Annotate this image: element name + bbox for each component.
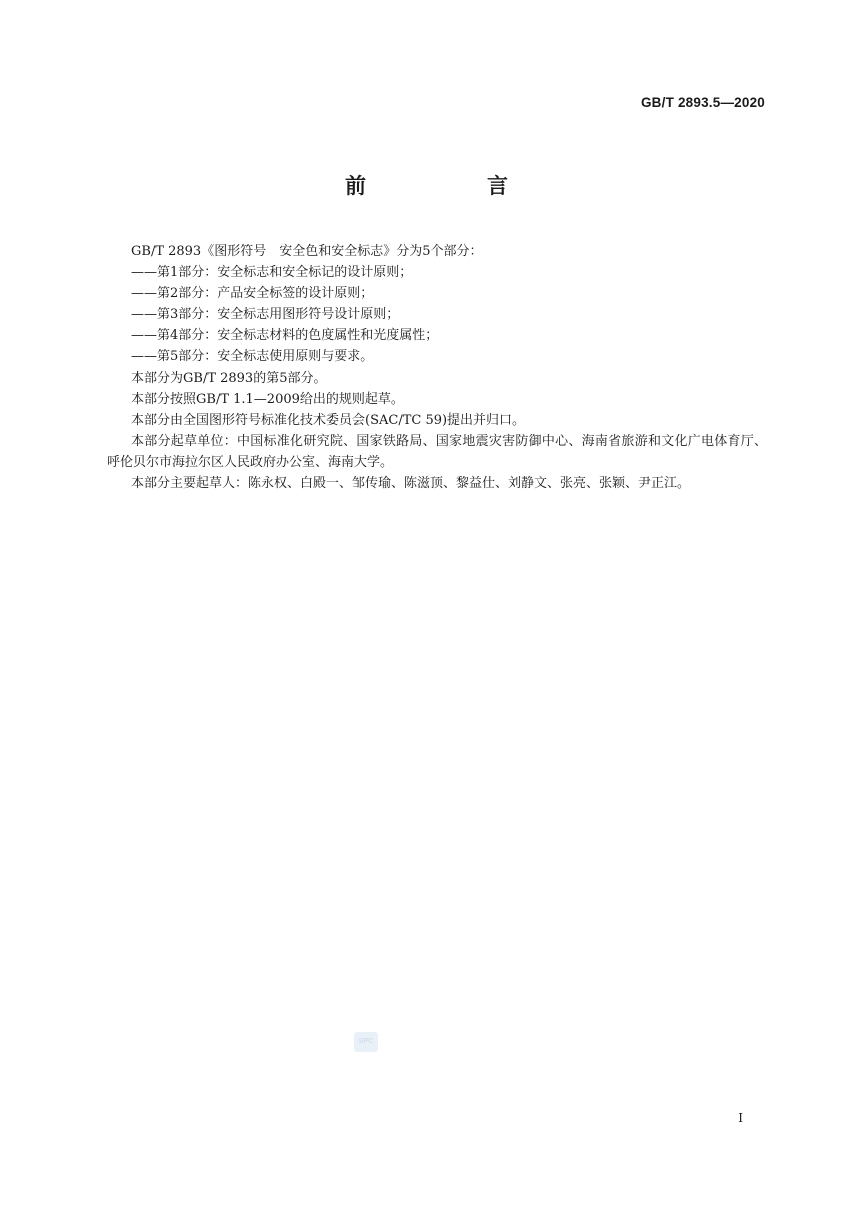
intro-paragraph: GB/T 2893《图形符号 安全色和安全标志》分为5个部分： xyxy=(131,244,483,259)
drafting-rules-statement: 本部分按照GB/T 1.1—2009给出的规则起草。 xyxy=(131,391,404,407)
drafting-units-paragraph: 本部分起草单位：中国标准化研究院、国家铁路局、国家地震灾害防御中心、海南省旅游和文化广电体育厅、呼伦贝尔市海拉尔区人民政府办公室、海南大学。 xyxy=(107,433,767,470)
watermark-logo: SPC xyxy=(354,1032,378,1052)
part-statement: 本部分为GB/T 2893的第5部分。 xyxy=(131,370,327,386)
part-list-item-1: ——第1部分：安全标志和安全标记的设计原则； xyxy=(131,265,413,281)
drafters-paragraph: 本部分主要起草人：陈永权、白殿一、邹传瑜、陈滋顶、黎益仕、刘静文、张亮、张颖、尹正江。 xyxy=(131,476,691,492)
page-number: I xyxy=(738,1111,743,1125)
part-list-item-2: ——第2部分：产品安全标签的设计原则； xyxy=(131,286,374,302)
proposed-by-statement: 本部分由全国图形符号标准化技术委员会(SAC/TC 59)提出并归口。 xyxy=(131,412,526,428)
standard-code: GB/T 2893.5—2020 xyxy=(640,95,765,110)
page-title: 前 言 xyxy=(345,174,558,198)
part-list-item-5: ——第5部分：安全标志使用原则与要求。 xyxy=(131,349,374,365)
foreword-body xyxy=(107,241,767,494)
part-list-item-3: ——第3部分：安全标志用图形符号设计原则； xyxy=(131,307,400,323)
part-list-item-4: ——第4部分：安全标志材料的色度属性和光度属性； xyxy=(131,328,439,344)
